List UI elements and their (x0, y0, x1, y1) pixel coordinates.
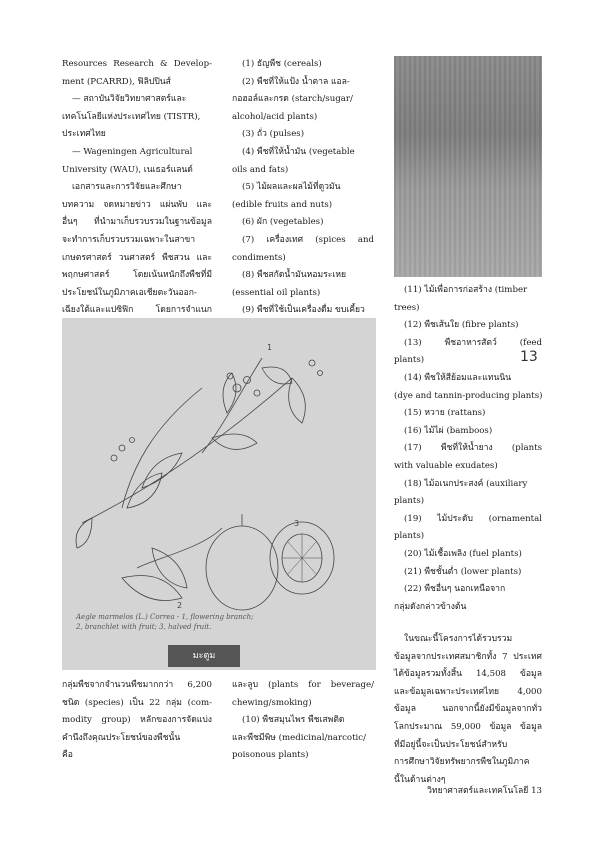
text-line: (5) ไม้ผลและผลไม้ที่ดูวมัน (242, 182, 341, 193)
text-line: (21) พืชชั้นต่ำ (lower plants) (404, 566, 522, 577)
text-line: (essential oil plants) (232, 287, 321, 298)
text-line: alcohol/acid plants) (232, 111, 318, 122)
text-line: (15) หวาย (rattans) (404, 408, 486, 419)
handwritten-mark: 13 (520, 349, 538, 365)
leaf (152, 548, 187, 588)
text-line: ชนิด (species) เป็น 22 กลุ่ม (com- (62, 697, 212, 708)
text-line: Resources Research & Develop- (62, 59, 212, 69)
text-line: การศึกษาวิจัยทรัพยากรพืชในภูมิภาค (394, 757, 530, 768)
text-line: กลุ่มดังกล่าวข้างต้น (394, 601, 467, 612)
flower (309, 360, 315, 366)
text-line: ประโยชน์ในภูมิภาคเอเชียตะวันออก- (62, 287, 197, 298)
leaf (122, 576, 182, 601)
text-line: (17) พืชที่ให้น้ำยาง (plants (404, 443, 542, 454)
text-line: กลุ่มพืชจากจำนวนพืชมากกว่า 6,200 (62, 680, 212, 690)
text-line: จะทำการเก็บรวบรวมเฉพาะในสาขา (62, 234, 196, 245)
text-line: บทความ จดหมายข่าว แผ่นพับ และ (62, 199, 212, 210)
text-line: (9) พืชที่ใช้เป็นเครื่องดื่ม ขบเคี้ยว (242, 305, 365, 316)
text-line: modity group) หลักของการจัดแบ่ง (62, 715, 212, 726)
text-line: ประเทศไทย (62, 129, 106, 140)
text-line: chewing/smoking) (232, 697, 312, 708)
text-line: (2) พืชที่ให้แป้ง น้ำตาล แอล- (242, 76, 350, 87)
photo-texture (394, 56, 542, 277)
text-line: (20) ไม้เชื้อเพลิง (fuel plants) (404, 548, 522, 559)
text-line: (13) พืชอาหารสัตว์ (feed (404, 337, 542, 348)
figure-label: มะตูม (168, 645, 240, 667)
text-line: (12) พืชเส้นใย (fibre plants) (404, 320, 519, 331)
text-line: (10) พืชสมุนไพร พืชเสพติด (242, 715, 345, 726)
text-line: — สถาบันวิจัยวิทยาศาสตร์และ (72, 94, 187, 105)
text-line: condiments) (232, 252, 286, 263)
figure-caption (76, 612, 346, 632)
part-label-1: 1 (267, 343, 273, 352)
column-3-text (394, 282, 542, 616)
text-line: ข้อมูล นอกจากนี้ยังมีข้อมูลจากทั่ว (394, 704, 542, 715)
text-line: trees) (394, 302, 420, 313)
text-line: ที่มีอยู่นี้จะเป็นประโยชน์สำหรับ (394, 739, 508, 750)
flower (130, 438, 135, 443)
text-line: ในขณะนี้โครงการได้รวบรวม (404, 634, 513, 644)
flower (318, 371, 323, 376)
part-label-3: 3 (294, 519, 300, 528)
grey-photo (394, 56, 542, 277)
text-line: คือ (62, 750, 73, 761)
text-line: นี้ในด้านต่างๆ (394, 774, 446, 785)
text-line: (14) พืชให้สีย้อมและแทนนิน (404, 372, 512, 383)
column-2-continued (232, 677, 374, 765)
text-line: (6) ผัก (vegetables) (242, 217, 324, 228)
column-1-text (62, 56, 212, 320)
caption-line: Aegle marmelos (L.) Correa - 1, flowering branch; (76, 613, 254, 621)
part-label-2: 2 (177, 601, 183, 610)
text-line: เฉียงใต้และแปซิฟิก โดยการจำแนก (62, 305, 212, 316)
leaf (142, 453, 182, 488)
caption-line: 2, branchlet with fruit; 3, halved fruit. (76, 623, 212, 631)
text-line: poisonous plants) (232, 750, 309, 761)
text-line: โลกประมาณ 59,000 ข้อมูล ข้อมูล (394, 721, 542, 732)
text-line: plants) (394, 496, 425, 507)
text-line: oils and fats) (232, 164, 289, 175)
whole-fruit (206, 526, 278, 610)
page-footer: วิทยาศาสตร์และเทคโนโลยี 13 (427, 786, 542, 796)
column-2-text (232, 56, 374, 320)
flower (111, 455, 117, 461)
text-line: เอกสารและการวิจัยและศึกษา (72, 182, 182, 193)
text-line: (8) พืชสกัดน้ำมันหอมระเหย (242, 270, 347, 281)
text-line: ข้อมูลจากประเทศสมาชิกทั้ง 7 ประเทศ (394, 651, 542, 662)
text-line: (edible fruits and nuts) (232, 199, 333, 210)
branch-stem (137, 528, 222, 568)
column-3-paragraph (394, 631, 542, 789)
branch-stem (82, 378, 292, 523)
text-line: (19) ไม้ประดับ (ornamental (404, 513, 542, 524)
text-line: plants) (394, 355, 425, 366)
text-line: คำนึงถึงคุณประโยชน์ของพืชนั้น (62, 732, 181, 743)
text-line: อื่นๆ ที่นำมาเก็บรวบรวมในฐานข้อมูล (62, 217, 212, 228)
text-line: University (WAU), เนเธอร์แลนด์ (62, 164, 193, 175)
text-line: (22) พืชอื่นๆ นอกเหนือจาก (404, 584, 506, 595)
text-line: (dye and tannin-producing plants) (394, 390, 543, 401)
branch-stem (122, 388, 202, 508)
text-line: (4) พืชที่ให้น้ำมัน (vegetable (242, 146, 355, 157)
text-line: (3) ถั่ว (pulses) (242, 129, 305, 140)
text-line: (1) ธัญพืช (cereals) (242, 59, 322, 69)
leaf (127, 473, 162, 508)
column-1-continued (62, 677, 212, 765)
text-line: ได้ข้อมูลรวมทั้งสิ้น 14,508 ข้อมูล (394, 669, 542, 680)
text-line: with valuable exudates) (394, 460, 498, 471)
text-line: เทคโนโลยีแห่งประเทศไทย (TISTR), (62, 111, 201, 122)
leaf (212, 434, 257, 449)
flower (254, 390, 260, 396)
text-line: (11) ไม้เพื่อการก่อสร้าง (timber (404, 285, 528, 295)
text-line: และข้อมูลเฉพาะประเทศไทย 4,000 (394, 686, 542, 697)
text-line: และลูบ (plants for beverage/ (232, 680, 374, 690)
text-line: ment (PCARRD), ฟิลิปปินส์ (62, 76, 171, 87)
flower (233, 384, 241, 392)
flower (119, 445, 125, 451)
text-line: — Wageningen Agricultural (72, 146, 193, 157)
leaf (76, 518, 92, 548)
text-line: และพืชมีพิษ (medicinal/narcotic/ (232, 732, 367, 743)
text-line: plants) (394, 531, 425, 542)
leaf (289, 378, 306, 423)
text-line: (16) ไม้ไผ่ (bamboos) (404, 425, 493, 436)
text-line: (7) เครื่องเทศ (spices and (242, 234, 374, 245)
text-line: กอฮอล์และกรด (starch/sugar/ (232, 94, 353, 105)
text-line: เกษตรศาสตร์ วนศาสตร์ พืชสวน และ (62, 252, 212, 263)
text-line: พฤกษศาสตร์ โดยเน้นหนักถึงพืชที่มี (62, 270, 212, 281)
text-line: (18) ไม้อเนกประสงค์ (auxiliary (404, 478, 528, 489)
flower (227, 373, 233, 379)
